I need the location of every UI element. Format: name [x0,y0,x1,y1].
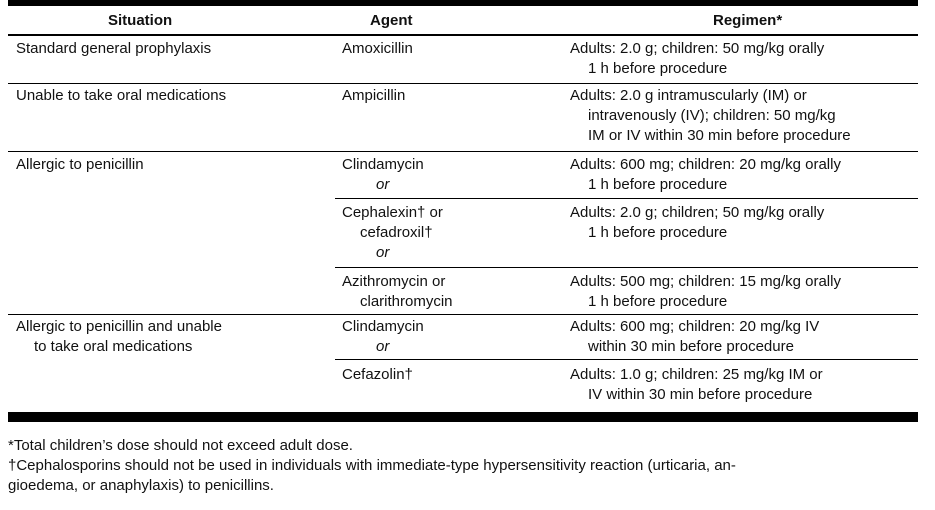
footnote-asterisk: *Total children’s dose should not exceed adult dose. [8,437,353,454]
header-situation: Situation [108,12,173,29]
regimen-cell: Adults: 500 mg; children: 15 mg/kg orally 1 h before procedure [570,273,841,310]
regimen-cell: Adults: 600 mg; children: 20 mg/kg IV within 30 min before procedure [570,318,820,355]
agent-cell: Clindamycin or [342,156,424,193]
footnote-dagger-continued: gioedema, or anaphylaxis) to penicillins. [8,477,274,494]
agent-cell: Clindamycin or [342,318,424,355]
situation-cell: Allergic to penicillin and unable to take oral medications [16,318,222,355]
table-group [8,36,918,83]
table-header [8,6,918,34]
header-regimen: Regimen* [713,12,783,29]
agent-cell: Ampicillin [342,87,406,104]
regimen-cell: Adults: 2.0 g; children; 50 mg/kg orally 1 h before procedure [570,204,825,241]
regimen-cell: Adults: 2.0 g intramuscularly (IM) or intravenously (IV); children: 50 mg/kg IM or IV within 30 min before procedure [570,87,851,144]
agent-cell: Cefazolin† [342,366,413,383]
table-group [8,84,918,151]
row-rule [335,267,918,268]
footnotes [8,436,923,496]
situation-cell: Standard general prophylaxis [16,40,212,57]
situation-cell: Unable to take oral medications [16,87,227,104]
header-agent: Agent [370,12,413,29]
prophylaxis-table [8,0,918,422]
agent-cell: Cephalexin† or cefadroxil† or [342,204,443,261]
footnote-dagger: †Cephalosporins should not be used in individuals with immediate-type hypersensitivity reaction (urticaria, an- [8,457,736,474]
regimen-cell: Adults: 2.0 g; children: 50 mg/kg orally 1 h before procedure [570,40,825,77]
table-bottom-rule [8,412,918,422]
agent-cell: Amoxicillin [342,40,413,57]
situation-cell: Allergic to penicillin [16,156,144,173]
table-group [8,315,918,412]
row-rule [335,359,918,360]
table-group [8,152,918,314]
regimen-cell: Adults: 1.0 g; children: 25 mg/kg IM or IV within 30 min before procedure [570,366,823,403]
agent-cell: Azithromycin or clarithromycin [342,273,453,310]
regimen-cell: Adults: 600 mg; children: 20 mg/kg orally 1 h before procedure [570,156,841,193]
row-rule [335,198,918,199]
